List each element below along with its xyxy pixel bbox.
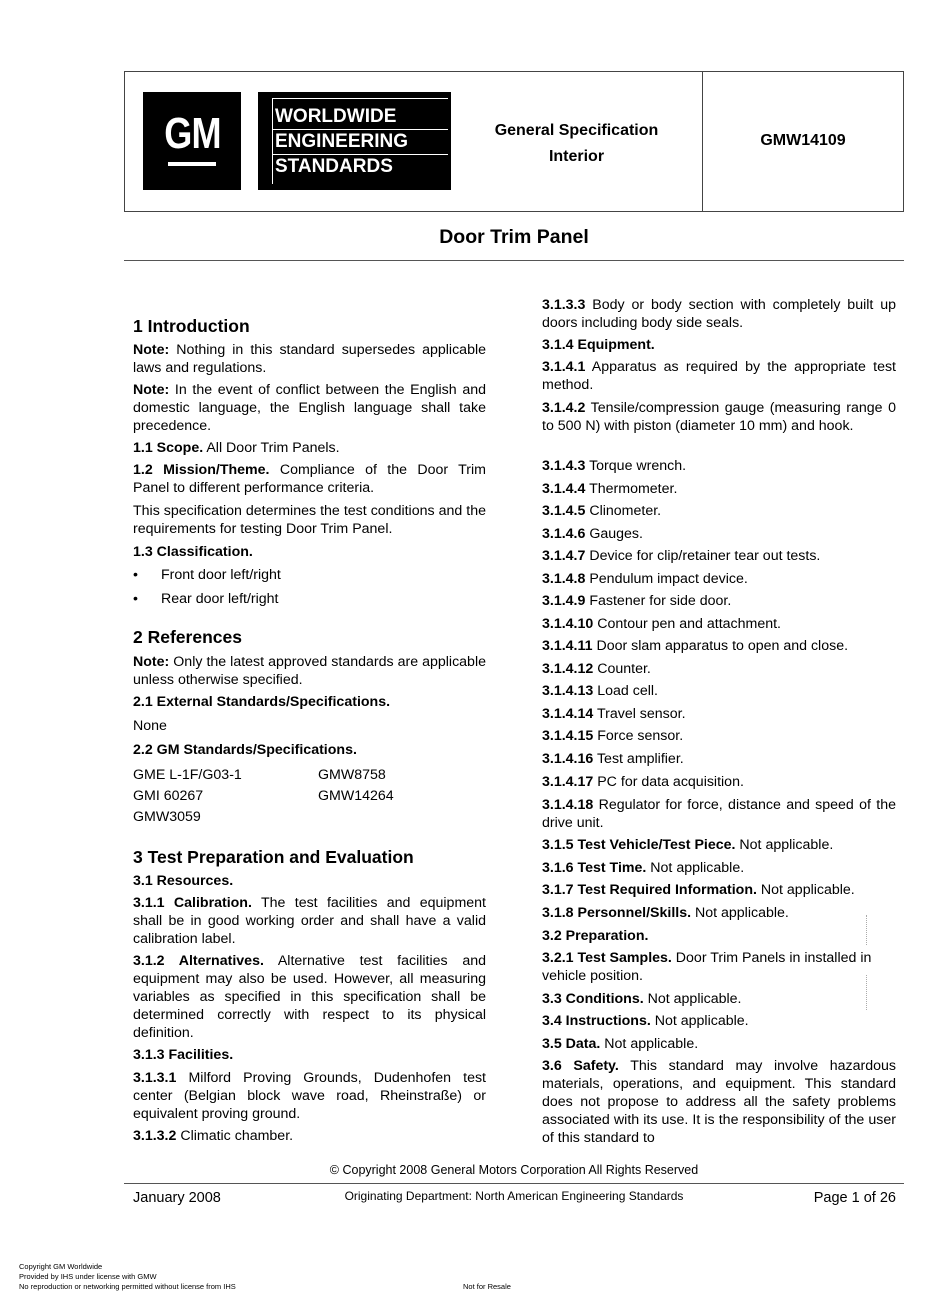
equip-item: 3.1.4.15 Force sensor. (542, 728, 684, 744)
test-info: 3.1.7 Test Required Information. Not applicable. (542, 882, 855, 898)
title-divider (124, 260, 904, 261)
watermark-line-1: Copyright GM Worldwide (19, 1262, 103, 1271)
mission: 1.2 Mission/Theme. Compliance of the Door Trim Panel to different performance criteria. (133, 462, 486, 496)
watermark-license (19, 1262, 236, 1292)
ref-gmi60267: GMI 60267 (133, 788, 204, 804)
equip-item: 3.1.4.5 Clinometer. (542, 503, 662, 519)
equip-item: 3.1.4.8 Pendulum impact device. (542, 571, 748, 587)
equip-item: 3.1.4.13 Load cell. (542, 683, 658, 699)
equip-item: 3.1.4.12 Counter. (542, 661, 651, 677)
equipment: 3.1.4 Equipment. (542, 337, 655, 353)
facility-climatic-chamber: 3.1.3.2 Climatic chamber. (133, 1128, 294, 1144)
conditions: 3.3 Conditions. Not applicable. (542, 991, 742, 1007)
facility-proving-grounds: 3.1.3.1 Milford Proving Grounds, Dudenhofen test center (Belgian block wave road, Rheinstraße) or equivalent proving ground. (133, 1070, 486, 1122)
equip-item: 3.1.4.16 Test amplifier. (542, 751, 684, 767)
scan-mark (866, 975, 869, 1010)
page-number: Page 1 of 26 (813, 1190, 896, 1206)
external-none: None (133, 718, 167, 734)
facilities: 3.1.3 Facilities. (133, 1047, 234, 1063)
watermark-line-3: No reproduction or networking permitted without license from IHS (19, 1282, 236, 1291)
ref-gme-l1f: GME L-1F/G03-1 (133, 767, 242, 783)
ref-gmw14264: GMW14264 (318, 788, 394, 804)
equip-apparatus: 3.1.4.1 Apparatus as required by the appropriate test method. (542, 359, 896, 393)
personnel: 3.1.8 Personnel/Skills. Not applicable. (542, 905, 789, 921)
test-samples: 3.2.1 Test Samples. Door Trim Panels in installed in vehicle position. (542, 950, 872, 984)
scope: 1.1 Scope. All Door Trim Panels. (133, 440, 340, 456)
external-standards: 2.1 External Standards/Specifications. (133, 694, 391, 710)
calibration: 3.1.1 Calibration. The test facilities and equipment shall be in good working order and shall have a valid calibration label. (133, 895, 486, 947)
gm-logo (143, 92, 241, 190)
watermark-line-2: Provided by IHS under license with GMW (19, 1272, 157, 1281)
spec-title (470, 118, 683, 170)
spec-line-2: Interior (548, 148, 605, 165)
footer-date: January 2008 (133, 1190, 221, 1206)
equip-item: 3.1.4.17 PC for data acquisition. (542, 774, 744, 790)
wes-logo (258, 92, 451, 190)
page-title: Door Trim Panel (439, 226, 589, 248)
copyright: © Copyright 2008 General Motors Corporation All Rights Reserved (329, 1163, 699, 1177)
facility-body-section: 3.1.3.3 Body or body section with completely built up doors including body side seals. (542, 297, 896, 331)
classification: 1.3 Classification. (133, 544, 253, 560)
test-vehicle: 3.1.5 Test Vehicle/Test Piece. Not applicable. (542, 837, 834, 853)
heading-test-preparation: 3 Test Preparation and Evaluation (133, 847, 414, 867)
note-laws: Note: Nothing in this standard supersedes applicable laws and regulations. (133, 342, 486, 376)
equip-item: 3.1.4.3 Torque wrench. (542, 458, 687, 474)
spec-line-1: General Specification (494, 122, 659, 139)
heading-references: 2 References (133, 627, 242, 647)
equip-item: 3.1.4.4 Thermometer. (542, 481, 678, 497)
gm-standards: 2.2 GM Standards/Specifications. (133, 742, 357, 758)
doc-number: GMW14109 (760, 132, 846, 149)
equip-gauge: 3.1.4.2 Tensile/compression gauge (measuring range 0 to 500 N) with piston (diameter 10 mm) and hook. (542, 400, 896, 434)
note-language: Note: In the event of conflict between the English and domestic language, the English language shall take precedence. (133, 382, 486, 434)
safety: 3.6 Safety. This standard may involve hazardous materials, operations, and equipment. This standard does not propose to address all the safety problems associated with its use. It is the responsibility of the user of this standard to (542, 1058, 897, 1146)
equip-item: 3.1.4.11 Door slam apparatus to open and close. (542, 638, 849, 654)
footer-department: Originating Department: North American Engineering Standards (344, 1189, 684, 1203)
wes-line-2: ENGINEERING (275, 131, 409, 152)
note-standards: Note: Only the latest approved standards are applicable unless otherwise specified. (133, 654, 486, 688)
equip-item: 3.1.4.9 Fastener for side door. (542, 593, 732, 609)
equip-item: 3.1.4.7 Device for clip/retainer tear out tests. (542, 548, 821, 564)
watermark-resale: Not for Resale (463, 1282, 511, 1291)
test-time: 3.1.6 Test Time. Not applicable. (542, 860, 745, 876)
scan-mark (866, 915, 869, 945)
ref-gmw3059: GMW3059 (133, 809, 201, 825)
equip-item: 3.1.4.6 Gauges. (542, 526, 643, 542)
data-section: 3.5 Data. Not applicable. (542, 1036, 699, 1052)
resources: 3.1 Resources. (133, 873, 234, 889)
heading-introduction: 1 Introduction (133, 316, 250, 336)
equip-item: 3.1.4.10 Contour pen and attachment. (542, 616, 781, 632)
instructions: 3.4 Instructions. Not applicable. (542, 1013, 749, 1029)
footer-divider (124, 1183, 904, 1184)
ref-gmw8758: GMW8758 (318, 767, 386, 783)
spec-paragraph: This specification determines the test conditions and the requirements for testing Door Trim Panel. (133, 503, 486, 537)
equip-regulator: 3.1.4.18 Regulator for force, distance and speed of the drive unit. (542, 797, 896, 831)
preparation: 3.2 Preparation. (542, 928, 649, 944)
gm-logo-text: GM (163, 109, 221, 158)
wes-line-3: STANDARDS (275, 156, 393, 177)
wes-line-1: WORLDWIDE (275, 106, 397, 127)
alternatives: 3.1.2 Alternatives. Alternative test facilities and equipment may also be used. However, all measuring variables as specified in this specification shall be determined correctly with respect to its physical definition. (133, 953, 486, 1041)
equip-item: 3.1.4.14 Travel sensor. (542, 706, 686, 722)
